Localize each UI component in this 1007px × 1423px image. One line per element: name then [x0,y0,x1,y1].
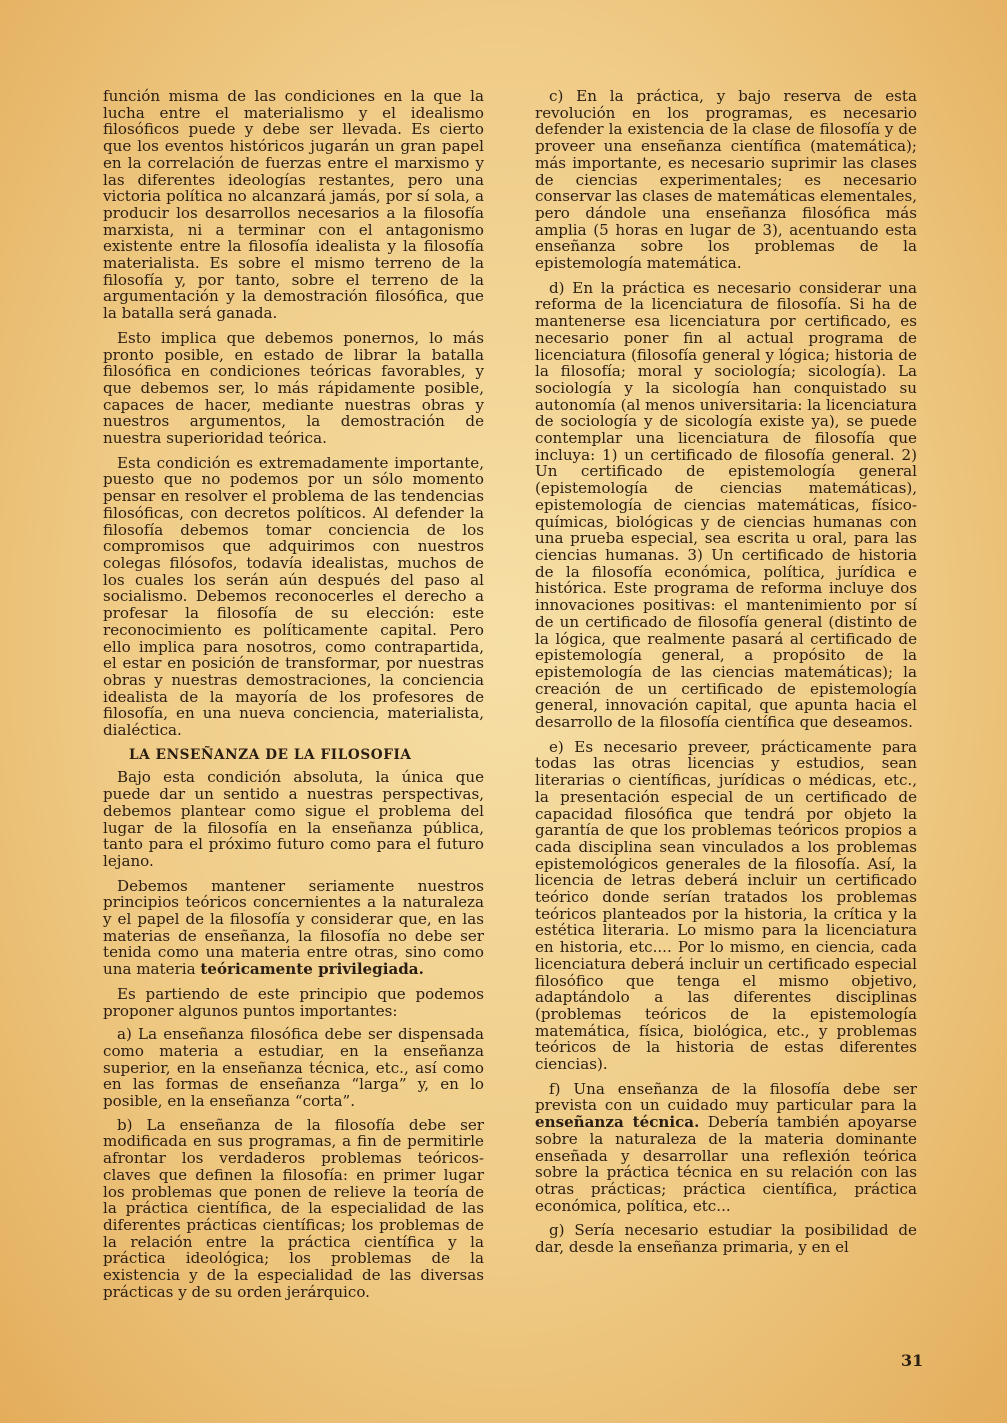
paragraph: Bajo esta condición absoluta, la única que puede dar un sentido a nuestras perspectivas, debemos plantear como sigue el problema del lugar de la filosofía en la enseñanza pública, tanto para el próximo futuro como para el futuro lejano. [103,768,484,870]
left-column [103,88,484,1309]
bold-phrase: enseñanza técnica. [535,1113,700,1132]
list-item-g: g) Sería necesario estudiar la posibilidad de dar, desde la enseñanza primaria, y en el [535,1221,917,1257]
paragraph [103,878,484,978]
paragraph: Esta condición es extremadamente importante, puesto que no podemos por un sólo momento pensar en resolver el problema de las tendencias filosóficas, con decretos políticos. Al defender la filosofía debemos tomar conciencia de los compromisos que adquirimos con nuestros colegas filósofos, todavía idealistas, muchos de los cuales los serán aún después del paso al socialismo. Debemos reconocerles el derecho a profesar la filosofía de su elección: este reconocimiento es políticamente capital. Pero ello implica para nosotros, como contrapartida, el estar en posición de transformar, por nuestras obras y nuestras demostraciones, la conciencia idealista de la mayoría de los profesores de filosofía, en una nueva conciencia, materialista, dialéctica. [103,453,484,740]
paragraph-text: Debemos mantener seriamente nuestros principios teóricos concernientes a la naturaleza y el papel de la filosofía y considerar que, en las materias de enseñanza, la filosofía no debe ser tenida como una materia entre otras, sino como una materia [103,876,484,979]
list-item-c: c) En la práctica, y bajo reserva de esta revolución en los programas, es necesario defender la existencia de la clase de filosofía y de proveer una enseñanza científica (matemática); más importante, es necesario suprimir las clases de ciencias experimentales; es necesario conservar las clases de matemáticas elementales, pero dándole una enseñanza filosófica más amplia (5 horas en lugar de 3), acentuando esta enseñanza sobre los problemas de la epistemología matemática. [535,87,917,273]
paragraph: Es partiendo de este principio que podemos proponer algunos puntos importantes: [103,984,484,1020]
paragraph: función misma de las condiciones en la que la lucha entre el materialismo y el idealismo filosóficos puede y debe ser llevada. Es cierto que los eventos históricos jugarán un gran papel en la correlación de fuerzas entre el marxismo y las diferentes ideologías restantes, pero una victoria política no alcanzará jamás, por sí sola, a producir los desarrollos necesarios a la filosofía marxista, ni a terminar con el antagonismo existente entre la filosofía idealista y la filosofía materialista. Es sobre el mismo terreno de la filosofía y, por tanto, sobre el terreno de la argumentación y la demostración filosófica, que la batalla será ganada. [103,87,484,323]
list-item-b: b) La enseñanza de la filosofía debe ser modificada en sus programas, a fin de permitirle afrontar los verdaderos problemas teóricos-claves que definen la filosofía: en primer lugar los problemas que ponen de relieve la teoría de la práctica científica, de la especialidad de las diferentes prácticas científicas; los problemas de la relación entre la práctica científica y la práctica ideológica; los problemas de la existencia y de la especialidad de las diversas prácticas y de su orden jerárquico. [103,1115,484,1301]
list-item-e: e) Es necesario preveer, prácticamente para todas las otras licencias y estudios, sean literarias o científicas, jurídicas o médicas, etc., la presentación especial de un certificado de capacidad filosófica que tendrá por objeto la garantía de que los problemas teóricos propios a cada disciplina sean vinculados a los problemas epistemológicos generales de la filosofía. Así, la licencia de letras deberá incluir un certificado teórico donde serían tratados los problemas teóricos planteados por la historia, la crítica y la estética literaria. Lo mismo para la licenciatura en historia, etc.... Por lo mismo, en ciencia, cada licenciatura deberá incluir un certificado especial filosófico que tenga el mismo objetivo, adaptándolo a las diferentes disciplinas (problemas teóricos de la epistemología matemática, física, biológica, etc., y problemas teóricos de la historia de estas diferentes ciencias). [535,737,917,1074]
right-column [535,88,917,1264]
paragraph: Esto implica que debemos ponernos, lo más pronto posible, en estado de librar la batalla filosófica en condiciones teóricas favorables, y que debemos ser, lo más rápidamente posible, capaces de hacer, mediante nuestras obras y nuestros argumentos, la demostración de nuestra superioridad teórica. [103,328,484,448]
paragraph-text: f) Una enseñanza de la filosofía debe ser prevista con un cuidado muy particular para la [535,1079,917,1115]
bold-phrase: teóricamente privilegiada. [200,960,424,979]
paragraph-text: Debería también apoyarse sobre la naturaleza de la materia dominante enseñada y desarrollar una reflexión teórica sobre la práctica técnica en su relación con las otras prácticas; práctica científica, práctica económica, política, etc... [535,1113,917,1215]
list-item-f [535,1081,917,1215]
list-item-a: a) La enseñanza filosófica debe ser dispensada como materia a estudiar, en la enseñanza superior, en la enseñanza técnica, etc., así como en las formas de enseñanza “larga” y, en lo posible, en la enseñanza “corta”. [103,1025,484,1111]
page-number: 31 [901,1351,924,1370]
section-heading: LA ENSEÑANZA DE LA FILOSOFIA [129,746,412,763]
list-item-d: d) En la práctica es necesario considerar una reforma de la licenciatura de filosofía. Si ha de mantenerse esa licenciatura por certificado, es necesario poner fin al actual programa de licenciatura (filosofía general y lógica; historia de la filosofía; moral y sociología; sicología). La sociología y la sicología han conquistado su autonomía (al menos universitaria: la licenciatura de sociología y de sicología existe ya), se puede contemplar una licenciatura de filosofía que incluya: 1) un certificado de filosofía general. 2) Un certificado de epistemología general (epistemología de ciencias matemáticas), epistemología de ciencias matemáticas, físico-químicas, biológicas y de ciencias humanas con una prueba especial, sea escrita u oral, para las ciencias humanas. 3) Un certificado de historia de la filosofía económica, política, jurídica e histórica. Este programa de reforma incluye dos innovaciones positivas: el mantenimiento por sí de un certificado de filosofía general (distinto de la lógica, que realmente pasará al certificado de epistemología general, a propósito de la epistemología de las ciencias matemáticas); la creación de un certificado de epistemología general, innovación capital, que apunta hacia el desarrollo de la filosofía científica que deseamos. [535,278,917,732]
